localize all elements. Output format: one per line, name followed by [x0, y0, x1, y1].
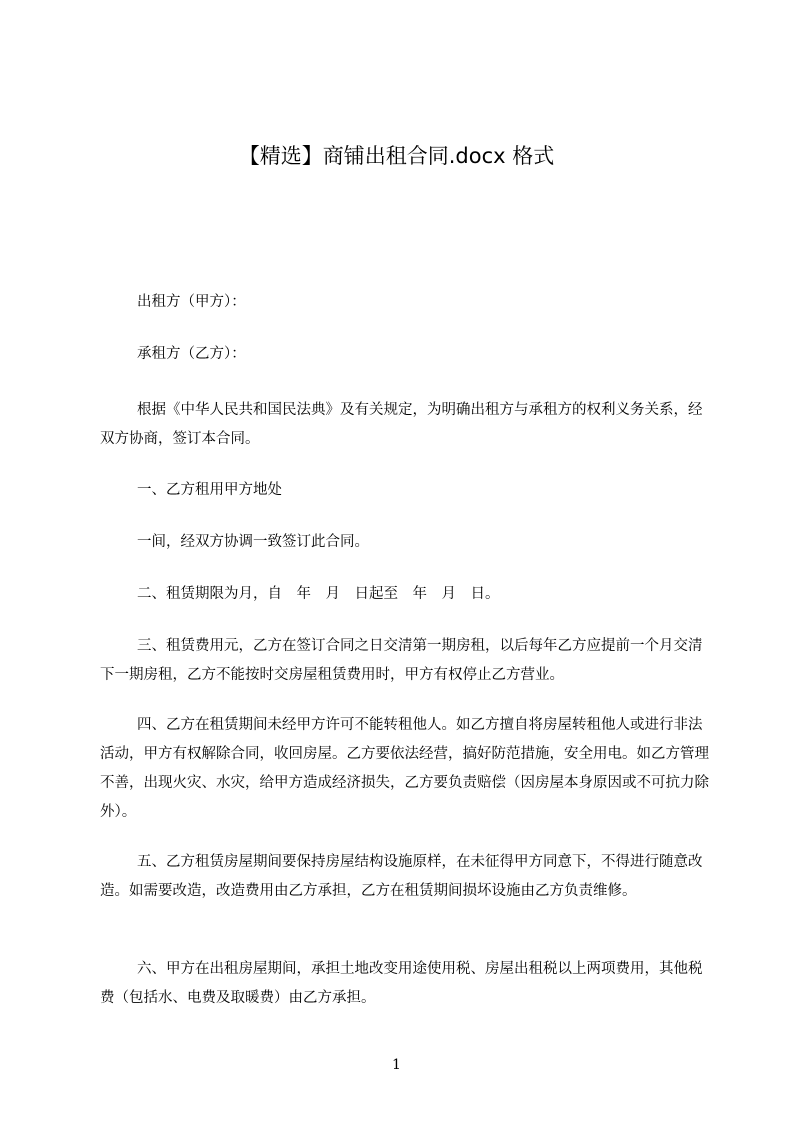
paragraph-preamble: 根据《中华人民共和国民法典》及有关规定，为明确出租方与承租方的权利义务关系，经双方协商，签订本合同。	[100, 402, 703, 447]
paragraph-lessee: 承租方（乙方）：	[137, 346, 246, 362]
paragraph-clause-6: 六、甲方在出租房屋期间，承担土地改变用途使用税、房屋出租税以上两项费用，其他税费（包括水、电费及取暖费）由乙方承担。	[100, 961, 703, 1006]
paragraph-lessor: 出租方（甲方）：	[137, 294, 246, 310]
paragraph-clause-2: 二、租赁期限为月，自 年 月 日起至 年 月 日。	[137, 586, 500, 602]
paragraph-clause-4: 四、乙方在租赁期间未经甲方许可不能转租他人。如乙方擅自将房屋转租他人或进行非法活动，甲方有权解除合同，收回房屋。乙方要依法经营，搞好防范措施，安全用电。如乙方管理不善，出现火灾、水灾，给甲方造成经济损失，乙方要负责赔偿（因房屋本身原因或不可抗力除外）。	[100, 717, 709, 820]
paragraph-clause-1: 一、乙方租用甲方地处	[137, 482, 282, 498]
document-title: 【精选】商铺出租合同.docx 格式	[238, 144, 555, 168]
paragraph-clause-3: 三、租赁费用元，乙方在签订合同之日交清第一期房租，以后每年乙方应提前一个月交清下一期房租，乙方不能按时交房屋租赁费用时，甲方有权停止乙方营业。	[100, 638, 703, 683]
paragraph-clause-5: 五、乙方租赁房屋期间要保持房屋结构设施原样，在未征得甲方同意下，不得进行随意改造。如需要改造，改造费用由乙方承担，乙方在租赁期间损坏设施由乙方负责维修。	[100, 854, 703, 899]
page-number: 1	[392, 1057, 401, 1073]
paragraph-clause-1-cont: 一间，经双方协调一致签订此合同。	[137, 534, 369, 550]
